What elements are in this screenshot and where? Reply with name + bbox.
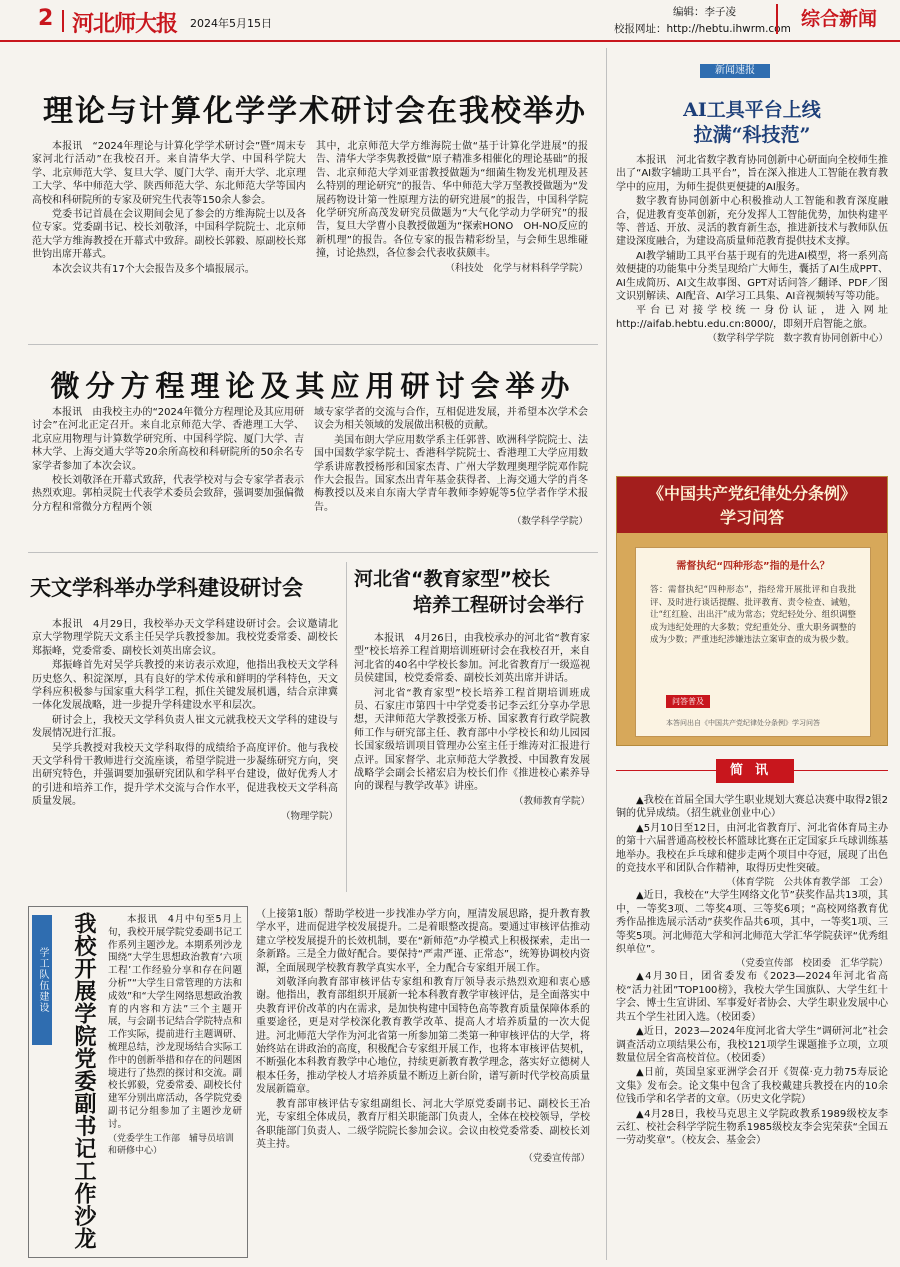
ai-paragraph: 平台已对接学校统一身份认证，进入网址http://aifab.hebtu.edu.cn:8000/，即刻开启智能之旅。 <box>616 305 888 330</box>
article4-title <box>354 566 590 618</box>
article5-continued <box>256 908 590 1165</box>
brief-item: ▲近日，我校在“大学生网络文化节”获奖作品共13项，其中，一等奖3项、二等奖4项、三等奖6项；“高校网络教育优秀作品推选展示活动”获奖作品共6项，其中，一等奖1项、三等奖5项。河北师范大学和河北师范大学汇华学院获评“优秀组织单位”。 <box>616 890 888 956</box>
article3-paragraph: 研讨会上，我校天文学科负责人崔文元就我校天文学科的建设与发展情况进行汇报。 <box>32 714 338 740</box>
ai-paragraph: 数字教育协同创新中心积极推动人工智能和教育深度融合，促进教育变革创新，充分发挥人工智能优势，加快构建平等、普适、开放、灵活的教育新生态，推进新技术与教师队伍建设深度融合，为建设高质量师范教育提供技术支撑。 <box>616 196 888 248</box>
ai-title-line1: AI工具平台上线 <box>683 99 821 121</box>
article5-intro <box>108 914 242 1157</box>
article1-paragraph: 本次会议共有17个大会报告及多个墙报展示。 <box>52 263 255 275</box>
article1-title: 理论与计算化学学术研讨会在我校举办 <box>43 94 587 129</box>
column-divider <box>346 562 347 892</box>
poster-banner <box>617 477 887 533</box>
brief-item: ▲日前，英国皇家亚洲学会召开《贺葆·克力勃75寿辰论文集》发布会。论文集中包含了我校戴建兵教授在内的10余位钱币学和名学者的文章。（历史文化学院） <box>616 1067 888 1106</box>
article5-paragraph: （上接第1版）帮助学校进一步找准办学方向，厘清发展思路，提升教育教学水平，进而促进学校发展提升。二是着眼整改提高。要通过审核评估推动建立学校发展提升的长效机制，要在“新师范”办学模式上积极探索，走出一条新路。三是全力做好配合。要保持“严肃严谨、正常态”，统筹协调校内资源，全面展现学校教育教学真实水平，全力配合专家组开展工作。 <box>256 909 590 974</box>
article3-paragraph: 郑振峰首先对吴学兵教授的来访表示欢迎，他指出我校天文学科历史悠久、积淀深厚，具有良好的学术传承和鲜明的学科特色，天文学科应积极参与国家重大科学工程，抓住关键发展机遇，结合京津冀一体化发展战略，进一步提升学科建设水平和层次。 <box>32 660 338 712</box>
poster-note: 本答问出自《中国共产党纪律处分条例》学习问答 <box>666 719 820 727</box>
article3-paragraph: 吴学兵教授对我校天文学科取得的成绩给予高度评价。他与我校天文学科骨干教师进行交流座谈，希望学院进一步凝练研究方向，突出研究特色，并强调要加强研究团队和学科平台建设，做好优秀人才的引进和培养工作，提升学术交流与合作水平，促进我校天文学科高质量发展。 <box>32 742 338 808</box>
article3-paragraph: 本报讯 4月29日，我校举办天文学科建设研讨会。会议邀请北京大学物理学院天文系主任吴学兵教授参加。我校党委常委、副校长郑振峰，党委常委、副校长刘英出席会议。 <box>32 619 338 657</box>
page-number: 2 <box>38 6 54 31</box>
article3-body <box>32 618 338 823</box>
sidebar-divider <box>606 48 607 1260</box>
poster-stamp: 问答普及 <box>666 695 710 708</box>
article1-paragraph: 本报讯 “2024年理论与计算化学学术研讨会”暨“周末专家河北行活动”在我校召开。来自清华大学、中国科学院大学、北京师范大学、复旦大学、厦门大学、南开大学、北京理工大学、华中师范大学、陕西师范大学、东北师范大学等国内高校和科研院所的专家及研究生代表等150余人参会。 <box>32 141 306 206</box>
brief-source: （党委宣传部 校团委 汇华学院） <box>735 958 888 970</box>
article3-source: （物理学院） <box>280 810 338 822</box>
article5-intro-source: （党委学生工作部 辅导员培训和研修中心） <box>108 1133 235 1156</box>
article2-paragraph: 本报讯 由我校主办的“2024年微分方程理论及其应用研讨会”在河北正定召开。来自北京师范大学、香港理工大学、北京应用物理与计算数学研究所、中国科学院、厦门大学、吉林大学、上海交通大学等20余所高校和科研院所的50余名专家学者参加了本次会议。 <box>32 407 304 472</box>
article1-source: （科技处 化学与材料科学学院） <box>445 262 588 274</box>
brief-item: ▲我校在首届全国大学生职业规划大赛总决赛中取得2银2铜的优异成绩。（招生就业创业中心） <box>616 795 888 820</box>
article4-body <box>354 632 590 808</box>
poster-answer: 答：需督执纪“四种形态”，指经常开展批评和自我批评、及时进行谈话提醒、批评教育、责令检查、诫勉，让“红红脸、出出汗”成为常态；党纪轻处分、组织调整成为违纪处理的大多数；党纪重处分、重大职务调整的成为少数；严重违纪涉嫌违法立案审查的成为极少数。 <box>650 585 856 645</box>
article4-paragraph: 河北省“教育家型”校长培养工程首期培训班成员、石家庄市第四十中学党委书记李云红分享办学思想，天津师范大学教授张万桥、国家教育行政学院教师工作与研究部主任、教育部中小学校长和幼儿园园长国家级培训项目管理办公室主任于维涛对汇报进行点评。国家督学、北京师范大学教授、中国教育发展战略学会副会长褚宏启为校长们作《推进校心素养导向的课程与教学改革》讲座。 <box>354 687 590 793</box>
editor-credit: 编辑：李子凌 <box>673 6 736 18</box>
briefs-title: 简讯 <box>716 759 794 783</box>
article3-title: 天文学科举办学科建设研讨会 <box>30 576 303 600</box>
article1-col2 <box>316 140 588 275</box>
article2-title: 微分方程理论及其应用研讨会举办 <box>50 369 576 403</box>
website-address[interactable]: 校报网址：http://hebtu.ihwrm.com <box>614 23 791 35</box>
article5-paragraph: 刘敬泽向教育部审核评估专家组和教育厅领导表示热烈欢迎和衷心感谢。他指出，教育部组织开展新一轮本科教育教学审核评估，是全面落实中央教育评价改革的内在需求，是加快构建中国特色高等教育质量保障体系的重要途径，更是对学校深化教育教学改革、提高人才培养质量的一次大促进。河北师范大学作为河北省第一所参加第二类第一种审核评估的大学，将始终站在讲政治的高度，积极配合专家组开展工作，也将本审核评估契机，不断强化本科教育教学中心地位，持续更新教育教学理念，落实好立德树人根本任务，推动学校人才培养质量不断迈上新台阶，谱写新时代学校高质量发展新篇章。 <box>256 977 590 1096</box>
article5-paragraph: 教育部审核评估专家组副组长、河北大学原党委副书记、副校长王冶光，专家组全体成员，教育厅相关职能部门负责人，全体在校校领导，学校各职能部门负责人、二级学院院长参加会议。会议由校党委常委、副校长刘英主持。 <box>256 1098 590 1150</box>
article5-intro-text: 本报讯 4月中旬至5月上旬，我校开展学院党委副书记工作系列主题沙龙。本期系列沙龙围绕“大学生思想政治教育‘六项工程’工作经验分享和存在问题分析”“大学生日常管理的方法和成效”和“大学生网络思想政治教育的内容和方法”三个主题开展，与会副书记结合学院特点和工作实际，提前进行主题调研、梳理总结，沙龙现场结合实际工作中的创新举措和存在的问题困境进行了热烈的探讨和交流。副校长郭毅，党委常委、副校长付建军分别出席活动，各学院党委副书记分组参加了主题沙龙研讨。 <box>108 914 242 1130</box>
section-name: 综合新闻 <box>776 4 900 34</box>
ai-source: （数学科学学院 数字教育协同创新中心） <box>707 333 888 345</box>
brief-source: （体育学院 公共体育教学部 工会） <box>726 877 888 889</box>
poster-banner-line2: 学习问答 <box>719 508 784 527</box>
header-divider <box>62 10 64 32</box>
article2-col2 <box>314 406 588 528</box>
article5-title: 我校开展学院党委副书记工作沙龙 <box>71 912 96 1250</box>
poster-banner-line1: 《中国共产党纪律处分条例》 <box>647 484 856 503</box>
article1-paragraph: 党委书记首晨在会议期间会见了参会的方维海院士以及各位专家。党委副书记、校长刘敬泽，中国科学院院士、北京师范大学方维海教授在开幕式中致辞。副校长郭毅、原副校长郑世钧出席开幕式。 <box>32 209 306 261</box>
page-header <box>0 0 900 42</box>
ai-article-title <box>616 98 888 148</box>
article2-paragraph: 校长刘敬泽在开幕式致辞，代表学校对与会专家学者表示热烈欢迎。郭柏灵院士代表学术委员会致辞，强调要加强偏微分方程和常微分方程两个领 <box>32 475 304 513</box>
poster-card <box>635 547 871 737</box>
briefs-list <box>616 794 888 1149</box>
brief-item: ▲近日，2023—2024年度河北省大学生“调研河北”社会调查活动立项结果公布，我校121项学生课题推予立项，立项数量位居全省高校首位。（校团委） <box>616 1026 888 1064</box>
article1-col1 <box>32 140 306 277</box>
article4-title-line1: 河北省“教育家型”校长 <box>354 568 550 590</box>
ai-article-body <box>616 154 888 345</box>
article4-paragraph: 本报讯 4月26日，由我校承办的河北省“教育家型”校长培养工程首期培训班研讨会在我校召开，来自河北省的40名中学校长参加。河北省教育厅一级巡视员侯建国，校党委常委、副校长刘英出席并讲话。 <box>354 633 590 685</box>
article5-source: （党委宣传部） <box>523 1153 590 1165</box>
poster-question: 需督执纪“四种形态”指的是什么？ <box>676 561 830 572</box>
discipline-qa-poster <box>616 476 888 746</box>
brief-item: ▲4月28日，我校马克思主义学院政教系1989级校友李云红、校社会科学学院生物系1985级校友李会宪荣获“全国五一劳动奖章”。（校友会、基金会） <box>616 1108 888 1147</box>
article1-paragraph: 其中，北京师范大学方维海院士做“基于计算化学进展”的报告、清华大学李隽教授做“原子精准多相催化的理论基础”的报告、北京师范大学刘亚雷教授做题为“细菌生物发光机理及甚么特别的理论研究”的报告、华中师范大学万坚教授做题为“发展药物设计第一性原理方法的研究进展”的报告，中国科学院化学研究所高茂发研究员做题为“大气化学动力学研究”的报告，复旦大学曹小良教授做题为“探索HONO OH-NO反应的新机理”的报告。各位专家的报告精彩纷呈，与会师生思维碰撞，讨论热烈，各位参会代表收获颇丰。 <box>316 141 588 260</box>
article2-paragraph: 美国布朗大学应用数学系主任郭普、欧洲科学院院士、法国中国数学家学院士、香港科学院院士、香港理工大学应用数学系讲席教授杨彤和国家杰青、广州大学数理奥理学院邓作院作大会报告。国家杰出青年基金获得者、上海交通大学的肖冬梅教授以及来自东南大学青年教师李婷妮等5位学者作学术报告。 <box>314 434 588 513</box>
divider <box>28 552 598 553</box>
brief-item: ▲5月10日至12日，由河北省教育厅、河北省体育局主办的第十六届普通高校校长杯篮球比赛在正定国家乒乓球训练基地举办。我校在乒乓球和健步走两个项目中夺冠，展现了出色的竞技水平和团队合作精神，取得历史性突破。 <box>616 822 888 875</box>
article2-paragraph: 域专家学者的交流与合作，互相促进发展，并希望本次学术会议会为相关领域的发展做出积极的贡献。 <box>314 407 588 432</box>
masthead-logo: 河北师大报 <box>72 11 178 37</box>
ai-title-line2: 拉满“科技范” <box>693 124 811 146</box>
ai-paragraph: 本报讯 河北省数字教育协同创新中心研面向全校师生推出了“AI数字辅助工具平台”，旨在深入推进人工智能在教育教学中的应用，为师生提供更便捷的AI服务。 <box>616 155 888 193</box>
brief-item: ▲4月30日，团省委发布《2023—2024年河北省高校“活力社团”TOP100榜》，我校大学生国旗队、大学生红十字会、博士生宣讲团、军事爱好者协会、大学生职业发展中心共五个学生社团入选。（校团委） <box>616 971 888 1023</box>
ai-paragraph: AI教学辅助工具平台基于现有的先进AI模型，将一系列高效便捷的功能集中分类呈现给广大师生，囊括了AI生成PPT、AI生成简历、AI文生故事图、GPT对话问答／翻译、PDF／图文识别解读、AI配音、AI学习工具集、AI音视频转写等功能。 <box>616 250 888 303</box>
article4-source: （教师教育学院） <box>513 795 590 807</box>
sidebar-tag: 新闻速报 <box>700 64 770 78</box>
article2-col1 <box>32 406 304 515</box>
article2-source: （数学科学学院） <box>511 516 588 528</box>
issue-date: 2024年5月15日 <box>190 17 272 30</box>
article5-tag: 学工队伍建设 <box>32 915 52 1045</box>
article4-title-line2: 培养工程研讨会举行 <box>412 594 584 616</box>
divider <box>28 344 598 345</box>
